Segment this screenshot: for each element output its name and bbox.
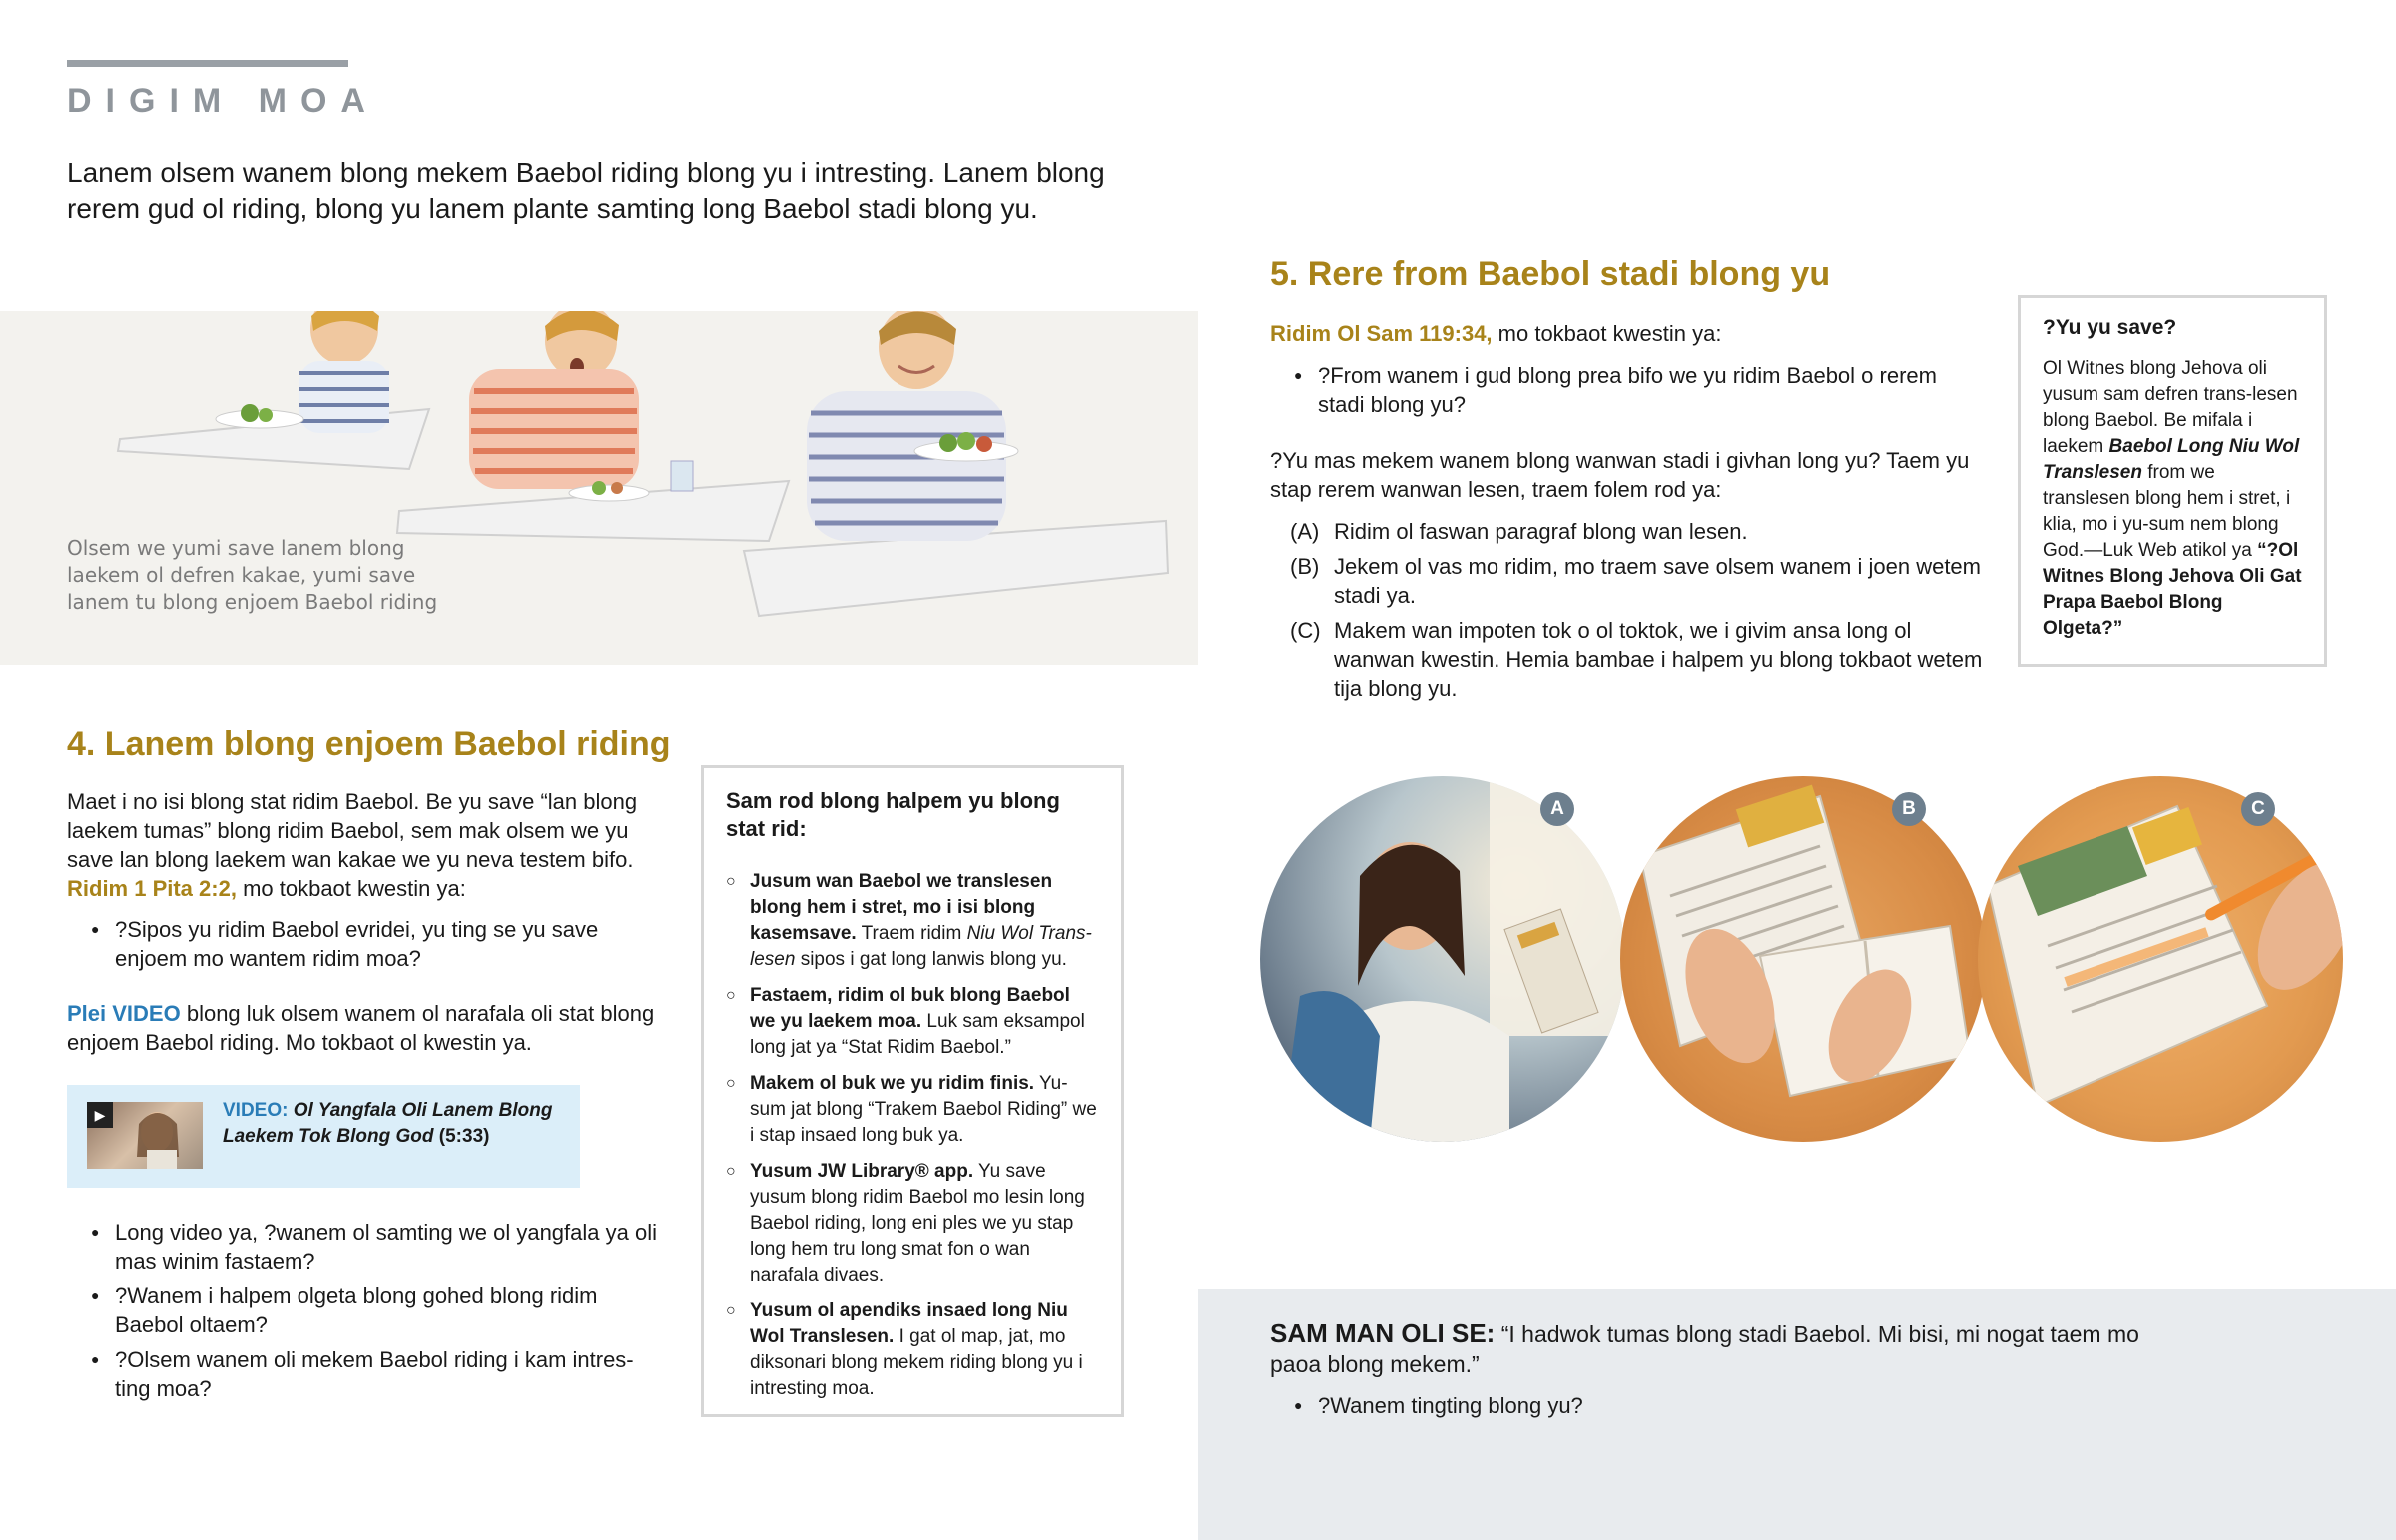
list-item (1290, 517, 1989, 546)
step-text: Jekem ol vas mo ridim, mo traem save olsem wanem i joen wetem stadi ya. (1334, 554, 1981, 608)
scripture-reference-link[interactable]: Ridim Ol Sam 119:34, (1270, 321, 1493, 346)
tip-italic: Niu Wol Trans-lesen (750, 923, 1092, 970)
video-title-text: Ol Yangfala Oli Lanem Blong Laekem Tok Blong God (223, 1100, 553, 1147)
marking-book-illustration (1978, 776, 2343, 1142)
section-5-title: 5. Rere from Baebol stadi blong yu (1270, 256, 1831, 293)
did-you-know-italic: Baebol Long Niu Wol Translesen (2043, 436, 2300, 483)
section-5-question-list (1270, 361, 1989, 425)
list-item (726, 1159, 1099, 1288)
list-item (726, 1071, 1099, 1149)
step-letter: (B) (1290, 554, 1320, 579)
girl-reading-illustration (1260, 776, 1625, 1142)
list-item: ● ?Wanem i halpem olgeta blong gohed blong ridim Baebol oltaem? (67, 1282, 666, 1339)
section-5-reference-line (1270, 319, 1721, 348)
open-books-figure (1620, 776, 1986, 1142)
video-duration: (5:33) (438, 1126, 490, 1147)
list-item (726, 1298, 1099, 1402)
step-letter: (C) (1290, 618, 1321, 643)
step-letter: (A) (1290, 519, 1320, 544)
badge-a: A (1540, 792, 1574, 826)
section-4-title: 4. Lanem blong enjoem Baebol riding (67, 725, 671, 763)
section-5-reference-after: mo tokbaot kwestin ya: (1492, 321, 1722, 346)
tip-heading: Yusum ol apendiks insaed long Niu Wol Translesen. (750, 1300, 1068, 1347)
web-article-link[interactable]: “?Ol Witnes Blong Jehova Oli Gat Prapa Baebol Blong Olgeta?” (2043, 540, 2302, 639)
intro-paragraph: Lanem olsem wanem blong mekem Baebol riding blong yu i intresting. Lanem blong rerem gud ol riding, blong yu lanem plante samting long Baebol stadi blong yu. (67, 157, 1105, 224)
illustration-caption: Olsem we yumi save lanem blong laekem ol defren kakae, yumi save lanem tu blong enjoem Baebol riding (67, 536, 438, 614)
tips-title: Sam rod blong halpem yu blong stat rid: (726, 788, 1060, 841)
tip-heading: Yusum JW Library® app. (750, 1161, 974, 1182)
video-label: VIDEO: (223, 1100, 289, 1121)
section-4-question-list (67, 915, 666, 973)
list-item: ● ?Wanem tingting blong yu? (1270, 1391, 1969, 1420)
list-item (726, 869, 1099, 973)
tip-heading: Fastaem, ridim ol buk blong Baebol we yu laekem moa. (750, 985, 1070, 1032)
video-prompt (67, 999, 666, 1057)
tip-rest: sipos i gat long lanwis blong yu. (795, 949, 1067, 970)
badge-b: B (1892, 792, 1926, 826)
tip-heading: Makem ol buk we yu ridim finis. (750, 1073, 1035, 1094)
girl-reading-figure (1260, 776, 1625, 1142)
objection-quote (1270, 1318, 2168, 1379)
did-you-know-body (2043, 356, 2302, 642)
video-title[interactable] (223, 1098, 562, 1150)
video-card[interactable] (67, 1085, 580, 1188)
objection-speaker: SAM MAN OLI SE: (1270, 1318, 1496, 1348)
scripture-reference-link[interactable]: Ridim 1 Pita 2:2, (67, 876, 237, 901)
section-label: DIGIM MOA (67, 82, 379, 120)
list-item (1290, 552, 1989, 610)
section-5-paragraph: ?Yu mas mekem wanem blong wanwan stadi i givhan long yu? Taem yu stap rerem wanwan lesen, traem folem rod ya: (1270, 448, 1970, 502)
did-you-know-title: ?Yu yu save? (2043, 316, 2177, 339)
list-item: ● ?Olsem wanem oli mekem Baebol riding i kam intres-ting moa? (67, 1345, 666, 1403)
video-prompt-text: blong luk olsem wanem ol narafala oli stat blong enjoem Baebol riding. Mo tokbaot ol kwestin ya. (67, 1001, 655, 1055)
tip-text: Yu-sum jat blong “Trakem Baebol Riding” we i stap insaed long buk ya. (750, 1073, 1097, 1146)
section-4-paragraph (67, 787, 666, 903)
tips-list (726, 869, 1099, 1402)
list-item (1290, 616, 1989, 703)
video-thumbnail-figure (87, 1102, 203, 1169)
tip-text: I gat ol map, jat, mo diksonari blong mekem riding blong yu i intresting moa. (750, 1326, 1083, 1399)
tip-heading: Jusum wan Baebol we translesen blong hem i stret, mo i isi blong kasemsave. (750, 871, 1053, 944)
objection-text: “I hadwok tumas blong stadi Baebol. Mi bisi, mi nogat taem mo paoa blong mekem.” (1270, 1321, 2139, 1377)
badge-c: C (2241, 792, 2275, 826)
step-text: Ridim ol faswan paragraf blong wan lesen. (1334, 519, 1748, 544)
reading-tips-box (701, 765, 1124, 1417)
list-item: ● Long video ya, ?wanem ol samting we ol yangfala ya oli mas winim fastaem? (67, 1218, 666, 1276)
play-icon[interactable]: ▶ (87, 1102, 113, 1128)
marking-book-figure (1978, 776, 2343, 1142)
did-you-know-box (2018, 295, 2327, 667)
video-question-list (67, 1218, 666, 1409)
play-video-link[interactable]: Plei VIDEO (67, 1001, 181, 1026)
section-4-paragraph-text: Maet i no isi blong stat ridim Baebol. Be yu save “lan blong laekem tumas” blong ridim Baebol, sem mak olsem we yu save lan blong laekem wan kakae we yu neva testem bifo. (67, 789, 638, 872)
list-item: ● ?From wanem i gud blong prea bifo we yu ridim Baebol o rerem stadi blong yu? (1270, 361, 1989, 419)
tip-text: Luk sam eksampol long jat ya “Stat Ridim Baebol.” (750, 1011, 1085, 1058)
tip-text: Traem ridim (856, 923, 967, 944)
video-thumbnail[interactable] (87, 1102, 203, 1169)
objection-question-list (1270, 1391, 1969, 1426)
step-text: Makem wan impoten tok o ol toktok, we i givim ansa long ol wanwan kwestin. Hemia bambae i halpem yu blong tokbaot wetem tija blong yu. (1334, 618, 1983, 701)
list-item: ● ?Sipos yu ridim Baebol evridei, yu ting se yu save enjoem mo wantem ridim moa? (67, 915, 666, 973)
did-you-know-text: Ol Witnes blong Jehova oli yusum sam defren trans-lesen blong Baebol. Be mifala i laekem (2043, 358, 2298, 457)
section-4-body (67, 787, 666, 1057)
did-you-know-after: from we translesen blong hem i stret, i klia, mo i yu-sum nem blong God.—Luk Web atikol ya (2043, 462, 2291, 561)
section-4-paragraph-after: mo tokbaot kwestin ya: (236, 876, 466, 901)
study-steps-list (1290, 517, 1989, 709)
open-books-illustration (1620, 776, 1986, 1142)
header-rule (67, 60, 348, 67)
list-item (726, 983, 1099, 1061)
tip-text: Yu save yusum blong ridim Baebol mo lesin long Baebol riding, long eni ples we yu stap long hem tru long smat fon o wan narafala divaes. (750, 1161, 1085, 1285)
